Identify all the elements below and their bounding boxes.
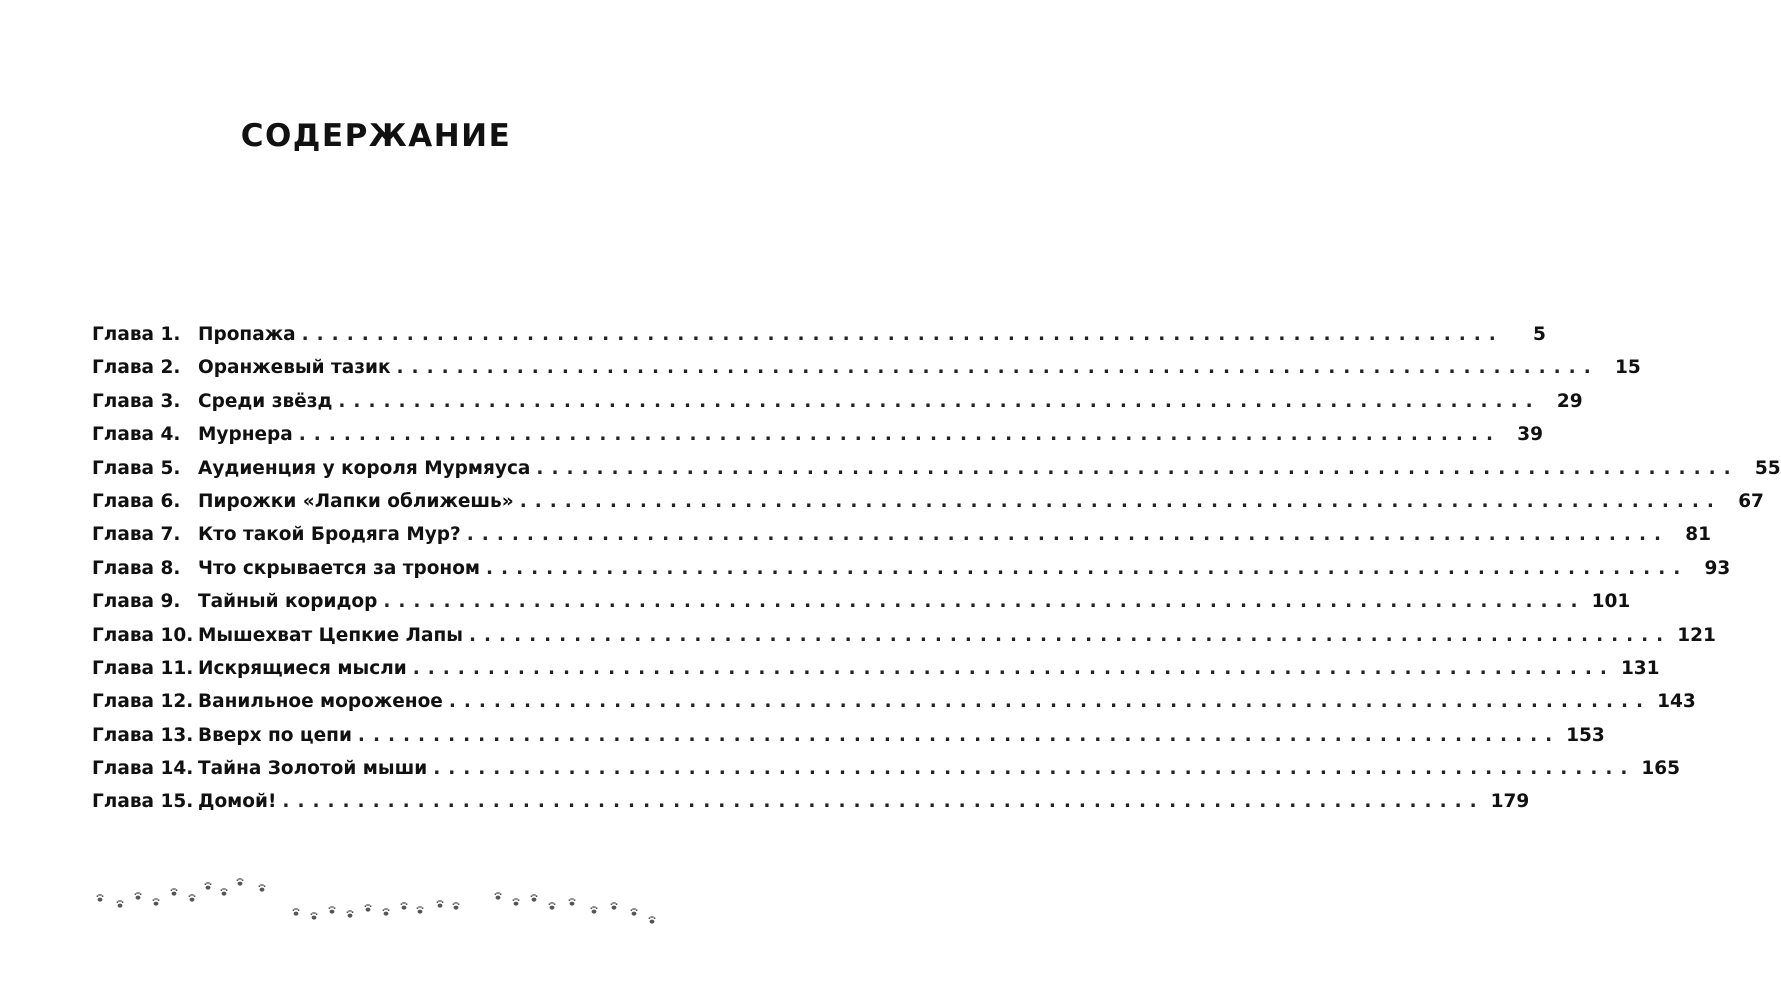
paw-print-icon <box>531 894 538 902</box>
paw-print-icon <box>591 906 598 914</box>
paw-print-icon <box>365 904 372 912</box>
paw-print-icon <box>329 906 336 914</box>
toc-row[interactable] <box>92 619 1716 652</box>
chapter-number: Глава 14. <box>92 758 194 780</box>
chapter-number: Глава 7. <box>92 524 181 546</box>
chapter-title: Домой! <box>198 791 277 813</box>
paw-print-icon <box>205 882 212 890</box>
page-number: 165 <box>1641 758 1681 780</box>
chapter-title: Вверх по цепи <box>198 724 352 746</box>
page-number: 131 <box>1620 657 1660 679</box>
paw-print-icon <box>135 892 142 900</box>
chapter-number: Глава 15. <box>92 791 194 813</box>
toc-row[interactable] <box>92 585 1631 618</box>
chapter-number: Глава 5. <box>92 457 181 479</box>
page-number: 67 <box>1738 490 1764 512</box>
chapter-title: Среди звёзд <box>198 390 333 412</box>
paw-print-icon <box>347 910 354 918</box>
paw-print-icon <box>171 888 178 896</box>
table-of-contents <box>92 318 1781 819</box>
chapter-number: Глава 13. <box>92 724 194 746</box>
toc-row[interactable] <box>92 452 1781 485</box>
chapter-title: Тайный коридор <box>198 591 378 613</box>
toc-row[interactable] <box>92 752 1681 785</box>
toc-row[interactable] <box>92 485 1764 518</box>
paw-print-icon <box>631 908 638 916</box>
toc-row[interactable] <box>92 351 1641 384</box>
chapter-title: Тайна Золотой мыши <box>198 758 428 780</box>
chapter-title: Пропажа <box>198 324 296 345</box>
page-number: 5 <box>1532 324 1546 345</box>
dot-leader: ................................................................................ <box>486 557 1689 579</box>
page-number: 15 <box>1615 357 1641 379</box>
chapter-number: Глава 4. <box>92 424 181 446</box>
page-number: 29 <box>1556 390 1583 412</box>
dot-leader: ................................................................................ <box>301 324 1504 345</box>
page-number: 153 <box>1566 724 1605 746</box>
dot-leader: ................................................................................ <box>412 657 1615 679</box>
paw-print-icon <box>495 892 502 900</box>
dot-leader: ................................................................................ <box>433 758 1636 780</box>
dot-leader: ................................................................................ <box>536 457 1739 479</box>
paw-print-icon <box>221 888 228 896</box>
toc-row[interactable] <box>92 719 1605 752</box>
paw-print-icon <box>189 894 196 902</box>
paw-print-icon <box>311 912 318 920</box>
dot-leader: ................................................................................ <box>466 524 1670 546</box>
page-number: 121 <box>1677 624 1716 646</box>
paw-print-icon <box>401 902 408 910</box>
paw-print-icon <box>569 898 576 906</box>
chapter-number: Глава 1. <box>92 324 181 345</box>
chapter-number: Глава 11. <box>92 657 194 679</box>
dot-leader: ................................................................................ <box>519 490 1722 512</box>
chapter-title: Мышехват Цепкие Лапы <box>198 624 463 646</box>
dot-leader: ................................................................................ <box>383 591 1586 613</box>
paw-print-icon <box>153 898 160 906</box>
dot-leader: ................................................................................ <box>298 424 1502 446</box>
dot-leader: ................................................................................ <box>448 691 1652 713</box>
chapter-title: Искрящиеся мысли <box>198 657 407 679</box>
chapter-title: Ванильное мороженое <box>198 691 443 713</box>
page-number: 143 <box>1657 691 1696 713</box>
chapter-number: Глава 10. <box>92 624 194 646</box>
page-number: 55 <box>1754 457 1781 479</box>
chapter-title: Аудиенция у короля Мурмяуса <box>198 457 531 479</box>
paw-print-icon <box>259 884 266 892</box>
toc-row[interactable] <box>92 418 1544 451</box>
dot-leader: ................................................................................ <box>468 624 1672 646</box>
page-number: 81 <box>1685 524 1712 546</box>
chapter-number: Глава 6. <box>92 490 181 512</box>
chapter-number: Глава 8. <box>92 557 181 579</box>
paw-print-icon <box>293 908 300 916</box>
dot-leader: ................................................................................ <box>357 724 1561 746</box>
chapter-number: Глава 12. <box>92 691 194 713</box>
paw-print-icon <box>549 902 556 910</box>
chapter-number: Глава 9. <box>92 591 181 613</box>
chapter-number: Глава 2. <box>92 357 181 379</box>
toc-row[interactable] <box>92 685 1696 718</box>
page-number: 39 <box>1517 424 1544 446</box>
paw-print-icon <box>237 878 244 886</box>
chapter-title: Пирожки «Лапки оближешь» <box>198 490 514 512</box>
page-number: 93 <box>1704 557 1731 579</box>
toc-row[interactable] <box>92 652 1660 685</box>
paw-print-icon <box>437 900 444 908</box>
chapter-title: Оранжевый тазик <box>198 357 391 379</box>
chapter-title: Мурнера <box>198 424 293 446</box>
toc-row[interactable] <box>92 785 1530 818</box>
paw-print-icon <box>453 902 460 910</box>
toc-row[interactable] <box>92 552 1731 585</box>
paw-print-icon <box>417 906 424 914</box>
paw-print-icon <box>513 898 520 906</box>
chapter-title: Что скрывается за троном <box>198 557 481 579</box>
paw-print-icon <box>649 916 656 924</box>
dot-leader: ................................................................................ <box>282 791 1485 813</box>
dot-leader: ................................................................................ <box>396 357 1599 379</box>
paw-print-icon <box>117 900 124 908</box>
dot-leader: ................................................................................ <box>338 390 1541 412</box>
page-number: 179 <box>1490 791 1530 813</box>
chapter-number: Глава 3. <box>92 390 181 412</box>
paw-print-icon <box>611 902 618 910</box>
chapter-title: Кто такой Бродяга Мур? <box>198 524 461 546</box>
page-number: 101 <box>1591 591 1631 613</box>
paw-print-icon <box>383 908 390 916</box>
page-title: СОДЕРЖАНИЕ <box>240 118 512 154</box>
toc-row[interactable] <box>92 385 1583 418</box>
paw-prints-decoration <box>0 870 800 940</box>
toc-row[interactable] <box>92 318 1546 351</box>
paw-print-icon <box>97 894 104 902</box>
toc-row[interactable] <box>92 518 1712 551</box>
